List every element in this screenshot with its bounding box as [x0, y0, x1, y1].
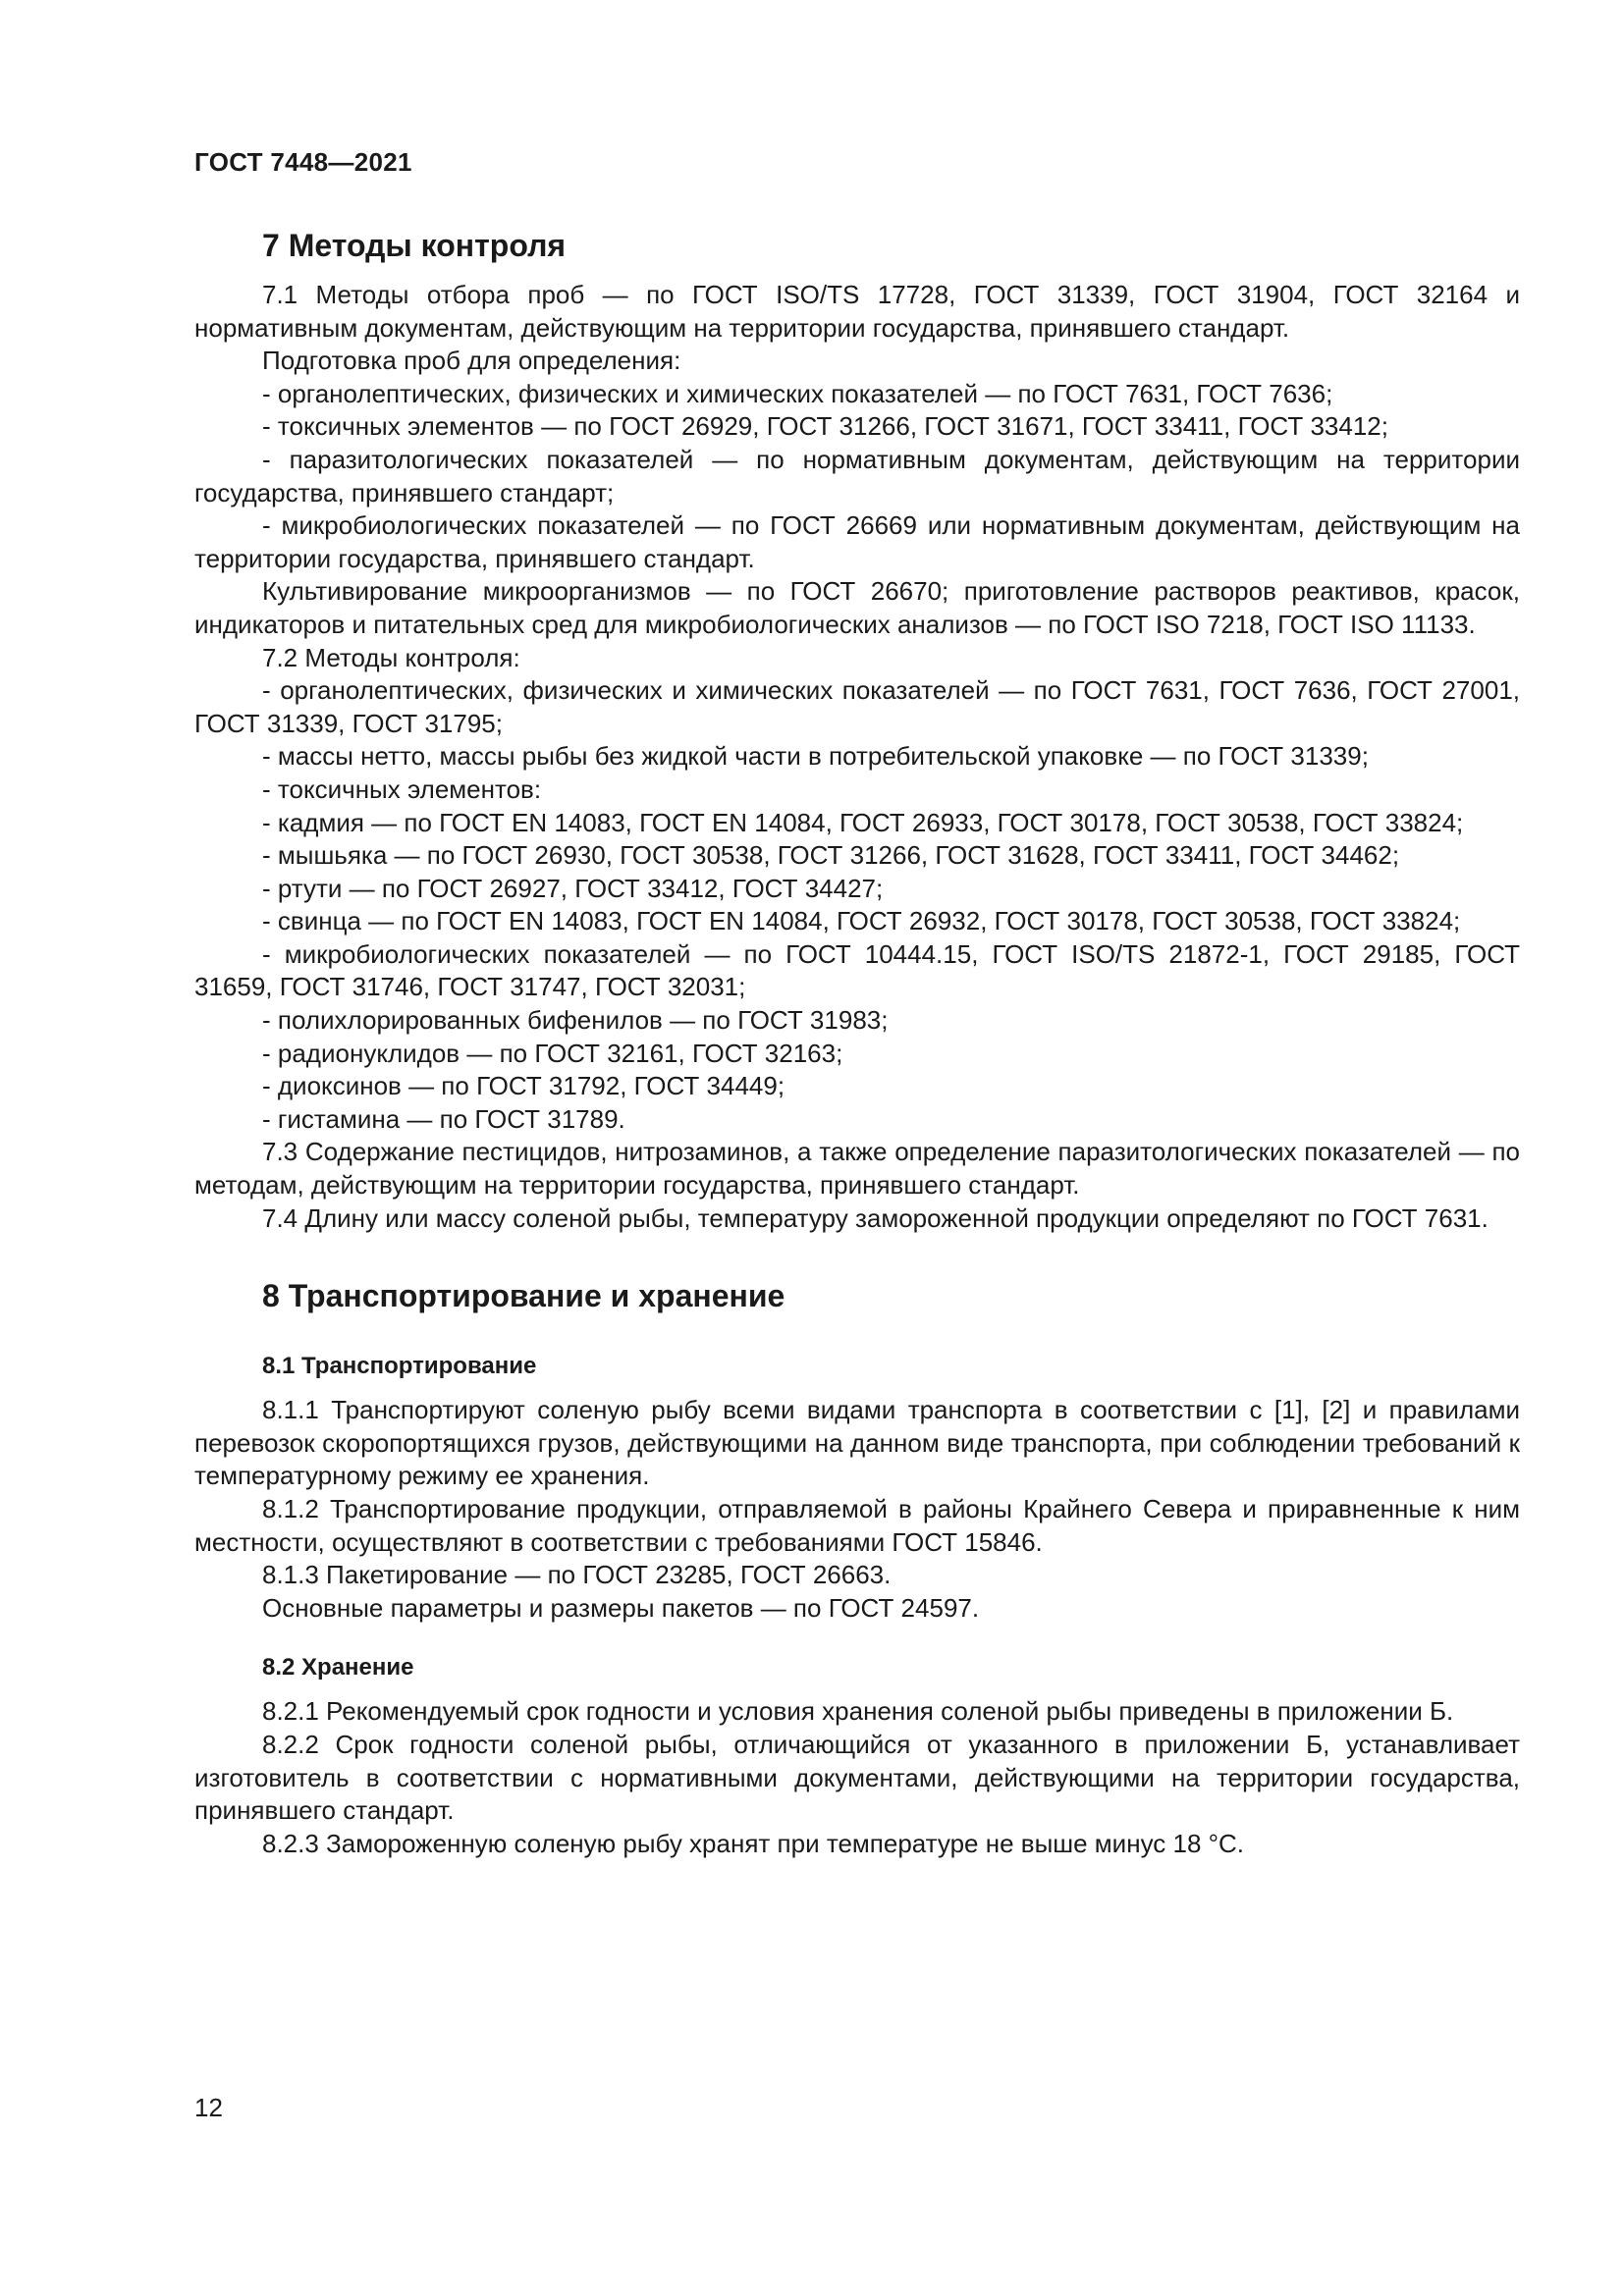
list-item: - массы нетто, массы рыбы без жидкой части в потребительской упаковке — по ГОСТ 31339; [262, 741, 1369, 772]
list-item: - микробиологических показателей — по ГОСТ 26669 или нормативным документам, действующим на территории государства, принявшего стандарт. [194, 510, 1520, 573]
section-8-title: 8 Транспортирование и хранение [262, 1278, 785, 1314]
list-item: - ртути — по ГОСТ 26927, ГОСТ 33412, ГОСТ 34427; [262, 873, 884, 903]
section-7-body [194, 279, 1520, 1235]
paragraph-8-2-2: 8.2.2 Срок годности соленой рыбы, отличающийся от указанного в приложении Б, устанавливает изготовитель в соответствии с нормативными документами, действующими на территории государства, принявшего стандарт. [194, 1729, 1520, 1826]
paragraph-7-2: 7.2 Методы контроля: [262, 642, 520, 672]
paragraph-8-2-1: 8.2.1 Рекомендуемый срок годности и условия хранения соленой рыбы приведены в приложении Б. [262, 1696, 1454, 1727]
paragraph-8-1-2: 8.1.2 Транспортирование продукции, отправляемой в районы Крайнего Севера и приравненные к ним местности, осуществляют в соответствии с требованиями ГОСТ 15846. [194, 1494, 1520, 1557]
paragraph-7-3: 7.3 Содержание пестицидов, нитрозаминов, а также определение паразитологических показателей — по методам, действующим на территории государства, принявшего стандарт. [194, 1137, 1520, 1201]
subsection-8-2-body [194, 1695, 1520, 1860]
list-item: - паразитологических показателей — по нормативным документам, действующим на территории государства, принявшего стандарт; [194, 444, 1520, 507]
paragraph: Подготовка проб для определения: [262, 346, 681, 376]
section-7-title: 7 Методы контроля [262, 228, 567, 263]
paragraph-8-1-3: 8.1.3 Пакетирование — по ГОСТ 23285, ГОСТ 26663. [262, 1560, 892, 1590]
list-item: - токсичных элементов — по ГОСТ 26929, ГОСТ 31266, ГОСТ 31671, ГОСТ 33411, ГОСТ 33412; [262, 411, 1388, 442]
list-item: - гистамина — по ГОСТ 31789. [262, 1103, 625, 1134]
list-item: - микробиологических показателей — по ГОСТ 10444.15, ГОСТ ISO/TS 21872-1, ГОСТ 29185, ГОСТ 31659, ГОСТ 31746, ГОСТ 31747, ГОСТ 32031; [194, 938, 1520, 1002]
page-content [194, 224, 1520, 1860]
list-item: - кадмия — по ГОСТ EN 14083, ГОСТ EN 14084, ГОСТ 26933, ГОСТ 30178, ГОСТ 30538, ГОСТ 33824; [262, 807, 1464, 837]
subsection-8-1-title: 8.1 Транспортирование [262, 1353, 537, 1380]
list-item: - органолептических, физических и химических показателей — по ГОСТ 7631, ГОСТ 7636; [262, 378, 1333, 408]
paragraph: Культивирование микроорганизмов — по ГОСТ 26670; приготовление растворов реактивов, красок, индикаторов и питательных сред для микробиологических анализов — по ГОСТ ISO 7218, ГОСТ ISO 11133. [194, 576, 1520, 639]
subsection-8-2-title: 8.2 Хранение [262, 1654, 414, 1682]
paragraph: Основные параметры и размеры пакетов — по ГОСТ 24597. [262, 1592, 980, 1623]
list-item: - свинца — по ГОСТ EN 14083, ГОСТ EN 14084, ГОСТ 26932, ГОСТ 30178, ГОСТ 30538, ГОСТ 33824; [262, 906, 1461, 936]
paragraph-7-1: 7.1 Методы отбора проб — по ГОСТ ISO/TS 17728, ГОСТ 31339, ГОСТ 31904, ГОСТ 32164 и нормативным документам, действующим на территории государства, принявшего стандарт. [194, 280, 1520, 343]
subsection-8-1-body [194, 1394, 1520, 1625]
list-item: - органолептических, физических и химических показателей — по ГОСТ 7631, ГОСТ 7636, ГОСТ 27001, ГОСТ 31339, ГОСТ 31795; [194, 675, 1520, 738]
paragraph-8-2-3: 8.2.3 Замороженную соленую рыбу хранят при температуре не выше минус 18 °С. [262, 1828, 1245, 1858]
list-item: - токсичных элементов: [262, 774, 542, 804]
list-item: - мышьяка — по ГОСТ 26930, ГОСТ 30538, ГОСТ 31266, ГОСТ 31628, ГОСТ 33411, ГОСТ 34462; [262, 840, 1400, 871]
list-item: - радионуклидов — по ГОСТ 32161, ГОСТ 32163; [262, 1038, 843, 1068]
list-item: - полихлорированных бифенилов — по ГОСТ 31983; [262, 1005, 889, 1036]
list-item: - диоксинов — по ГОСТ 31792, ГОСТ 34449; [262, 1071, 785, 1101]
paragraph-7-4: 7.4 Длину или массу соленой рыбы, температуру замороженной продукции определяют по ГОСТ 7631. [262, 1202, 1489, 1233]
paragraph-8-1-1: 8.1.1 Транспортируют соленую рыбу всеми видами транспорта в соответствии с [1], [2] и правилами перевозок скоропортящихся грузов, действующими на данном виде транспорта, при соблюдении требований к температурному режиму ее хранения. [194, 1395, 1520, 1491]
standard-header: ГОСТ 7448—2021 [194, 147, 412, 177]
page-number: 12 [194, 2093, 223, 2122]
